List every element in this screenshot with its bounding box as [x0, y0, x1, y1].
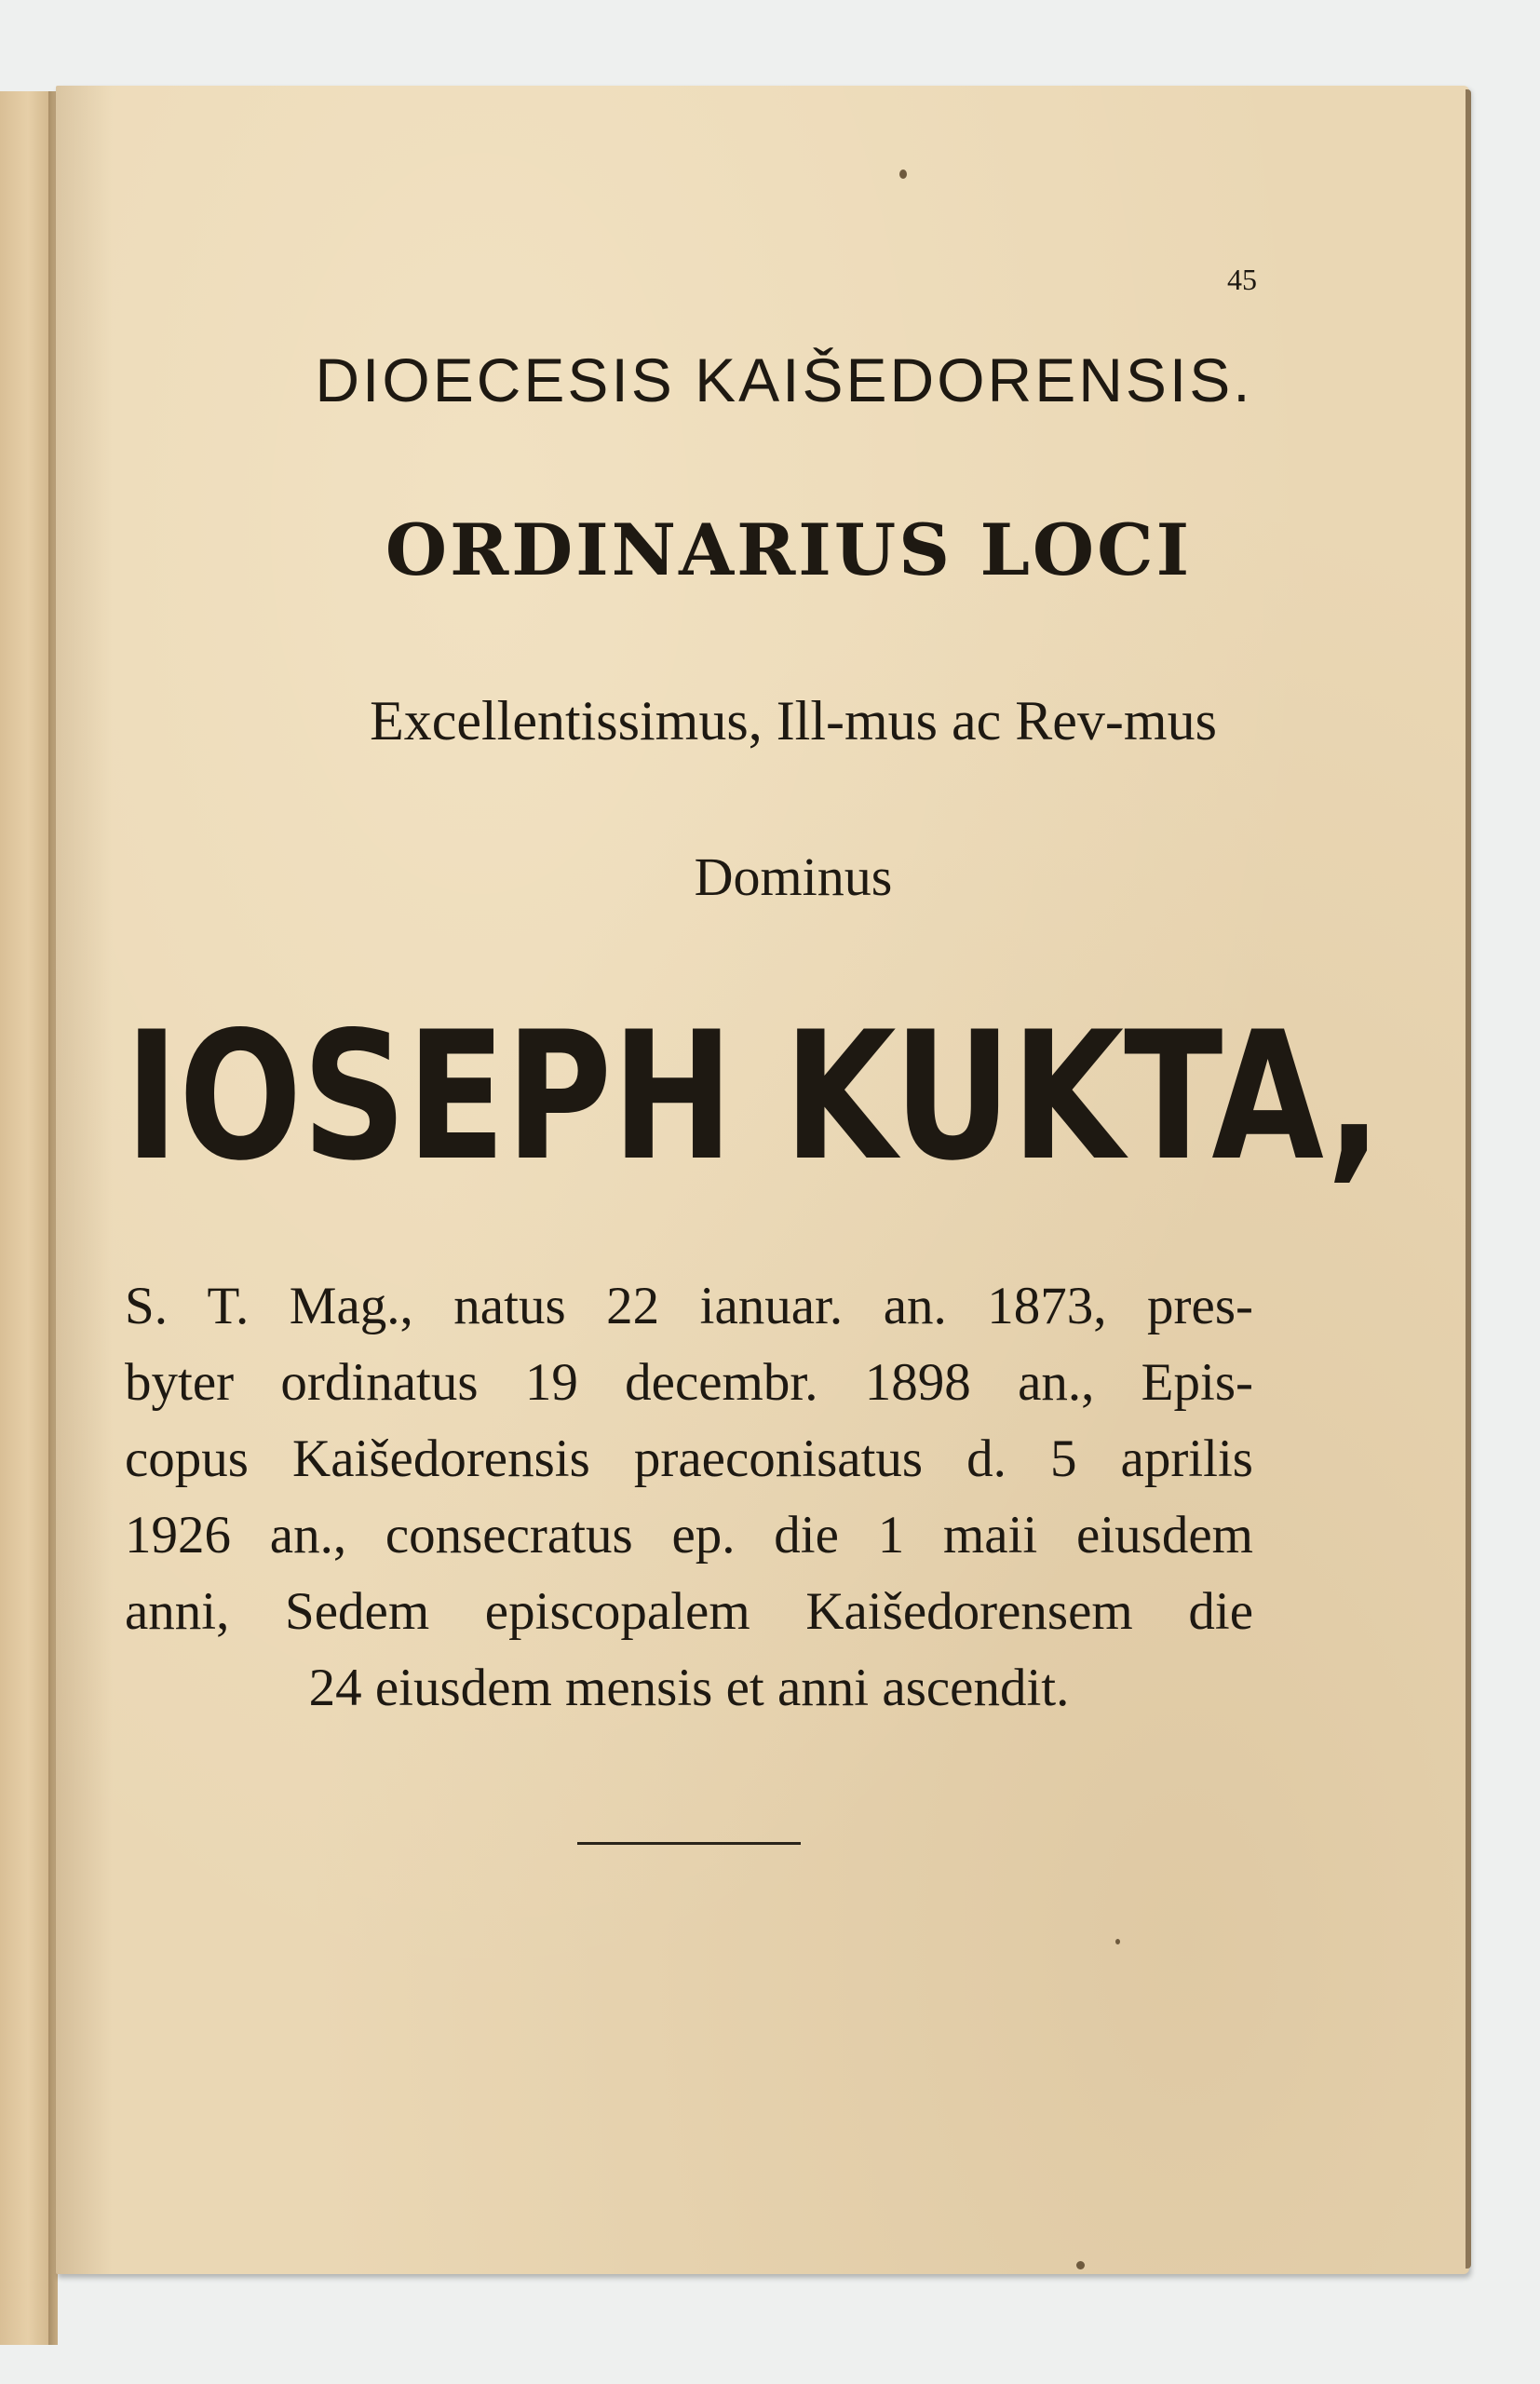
biography-line: 24 eiusdem mensis et anni ascendit. — [308, 1659, 1070, 1717]
bishop-name-heading: IOSEPH KUKTA, — [125, 994, 1382, 1199]
page-edge-shadow — [1466, 89, 1471, 2269]
paper-speck — [899, 169, 907, 179]
biography-line: copus Kaišedorensis praeconisatus d. 5 aprilis — [125, 1429, 1253, 1488]
honorific-line: Excellentissimus, Ill-mus ac Rev-mus — [370, 690, 1217, 752]
section-heading: ORDINARIUS LOCI — [385, 508, 1193, 591]
biography-paragraph — [125, 1268, 1253, 1727]
dominus-line: Dominus — [694, 847, 893, 907]
facing-page-edge — [0, 91, 56, 2345]
biography-line: byter ordinatus 19 decembr. 1898 an., Epis- — [125, 1353, 1253, 1412]
biography-line: anni, Sedem episcopalem Kaišedorensem die — [125, 1582, 1253, 1641]
diocese-title: DIOECESIS KAIŠEDORENSIS. — [315, 345, 1253, 414]
biography-line: 1926 an., consecratus ep. die 1 maii eiusdem — [125, 1506, 1253, 1564]
paper-speck — [1115, 1939, 1120, 1944]
paper-speck — [1076, 2261, 1085, 2269]
page-number: 45 — [1227, 263, 1257, 296]
biography-line: S. T. Mag., natus 22 ianuar. an. 1873, pres- — [125, 1277, 1253, 1335]
section-divider — [577, 1842, 801, 1845]
